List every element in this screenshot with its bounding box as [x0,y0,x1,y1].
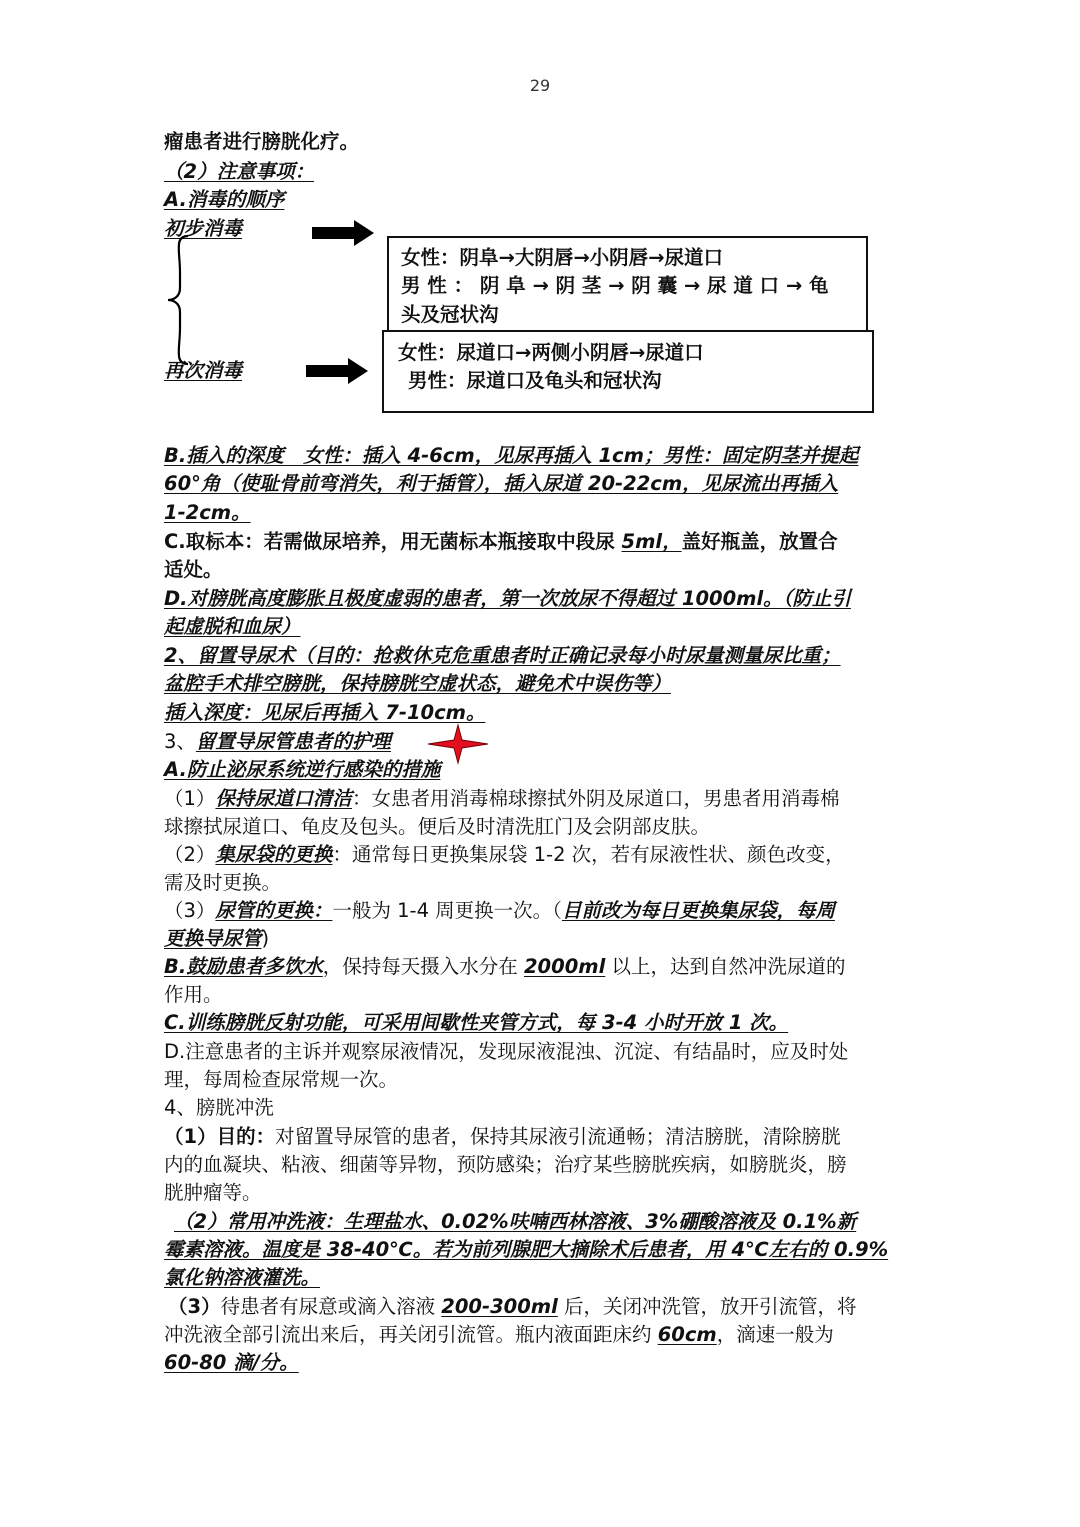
section-heading [164,728,924,756]
text-span: （3） [168,1295,221,1318]
text-line: 瘤患者进行膀胱化疗。 [164,130,360,153]
text-span: ，滴速一般为 [716,1323,834,1346]
text-line: D.对膀胱高度膨胀且极度虚弱的患者，第一次放尿不得超过 1000ml。（防止引 [164,587,851,610]
text-span: 尿管的更换： [215,899,333,922]
text-span: （1）目的： [164,1125,276,1148]
text-span: ：女患者用消毒棉球擦拭外阴及尿道口，男患者用消毒棉 [351,787,840,810]
right-arrow-icon [310,218,376,248]
text-span: （3） [164,899,216,922]
text-line: 起虚脱和血尿） [164,615,301,638]
text-span: 集尿袋的更换 [215,843,333,866]
label-second-disinfection: 再次消毒 [164,359,243,382]
brace-icon [164,232,194,368]
text-line: 球擦拭尿道口、龟皮及包头。便后及时清洗肛门及会阴部皮肤。 [164,815,711,838]
text-line: A.防止泌尿系统逆行感染的措施 [164,758,441,781]
text-span: 5ml， [621,530,682,553]
text-span: 留置导尿管患者的护理 [195,730,391,753]
text-line [164,897,924,925]
text-line [164,1321,924,1349]
text-line [164,785,924,813]
text-span: 后，关闭冲洗管，放开引流管，将 [557,1295,857,1318]
box-text: 男性：尿道口及龟头和冠状沟 [408,369,662,392]
text-span: 3、 [164,730,196,753]
text-line: D.注意患者的主诉并观察尿液情况，发现尿液混浊、沉淀、有结晶时，应及时处 [164,1040,849,1063]
text-line [168,1293,928,1321]
text-span: ：通常每日更换集尿袋 1-2 次，若有尿液性状、颜色改变， [332,843,845,866]
text-line: 适处。 [164,558,223,581]
box-text: 女性：尿道口→两侧小阴唇→尿道口 [398,341,704,364]
text-span: C.取标本：若需做尿培养，用无菌标本瓶接取中段尿 [164,530,622,553]
text-span: 待患者有尿意或滴入溶液 [220,1295,442,1318]
text-line: 需及时更换。 [164,871,282,894]
text-span: 一般为 1-4 周更换一次。（ [332,899,562,922]
subheading-notes: （2）注意事项： [164,160,315,183]
text-line: 盆腔手术排空膀胱，保持膀胱空虚状态，避免术中误伤等） [164,672,672,695]
page-number: 29 [529,76,551,95]
text-span: 盖好瓶盖，放置合 [681,530,838,553]
text-line: 理，每周检查尿常规一次。 [164,1068,399,1091]
box-text: 头及冠状沟 [401,303,499,326]
text-line [164,841,924,869]
text-span: ，保持每天摄入水分在 [322,955,524,978]
text-line [164,1123,924,1151]
box-text: 男 性 ： 阴 阜 → 阴 茎 → 阴 囊 → 尿 道 口 → 龟 [401,274,829,297]
text-span: （2） [164,843,216,866]
text-span: 2000ml [523,955,606,978]
text-line: 60-80 滴/分。 [164,1351,299,1374]
text-line [164,953,924,981]
text-span: 冲洗液全部引流出来后，再关闭引流管。瓶内液面距床约 [164,1323,658,1346]
text-line: 60°角（使耻骨前弯消失，利于插管），插入尿道 20-22cm，见尿流出再插入 [164,472,839,495]
text-line: 1-2cm。 [164,501,251,524]
text-line: 作用。 [164,983,223,1006]
label-first-disinfection: 初步消毒 [164,217,243,240]
text-span: 保持尿道口清洁 [215,787,352,810]
box-text: 女性：阴阜→大阴唇→小阴唇→尿道口 [401,246,724,269]
text-line: 氯化钠溶液灌洗。 [164,1266,321,1289]
text-span: 对留置导尿管的患者，保持其尿液引流通畅；清洁膀胱，清除膀胱 [275,1125,841,1148]
text-span: 60cm [657,1323,717,1346]
text-line [164,925,924,953]
text-span: 200-300ml [441,1295,558,1318]
text-span: 更换导尿管 [164,927,262,950]
text-line: 2、留置导尿术（目的：抢救休克危重患者时正确记录每小时尿量测量尿比重； [164,644,841,667]
text-line [164,528,924,556]
text-line: B.插入的深度 女性：插入 4-6cm，见尿再插入 1cm；男性：固定阴茎并提起 [164,444,859,467]
text-line: C.训练膀胱反射功能，可采用间歇性夹管方式，每 3-4 小时开放 1 次。 [164,1011,789,1034]
text-span: ) [261,927,270,950]
text-line: 内的血凝块、粘液、细菌等异物，预防感染；治疗某些膀胱疾病，如膀胱炎，膀 [164,1153,847,1176]
heading-disinfection-order: A.消毒的顺序 [164,188,285,211]
text-span: B.鼓励患者多饮水 [164,955,323,978]
text-line: 插入深度：见尿后再插入 7-10cm。 [164,701,486,724]
section-heading: 4、膀胱冲洗 [164,1096,274,1119]
text-line: （2）常用冲洗液：生理盐水、0.02%呋喃西林溶液、3%硼酸溶液及 0.1%新 [174,1210,857,1233]
text-span: 目前改为每日更换集尿袋，每周 [561,899,835,922]
text-span: 以上，达到自然冲洗尿道的 [605,955,846,978]
text-span: （1） [164,787,216,810]
text-line: 胱肿瘤等。 [164,1181,262,1204]
text-line: 霉素溶液。温度是 38-40℃。若为前列腺肥大摘除术后患者，用 4℃左右的 0.9% [164,1238,889,1261]
